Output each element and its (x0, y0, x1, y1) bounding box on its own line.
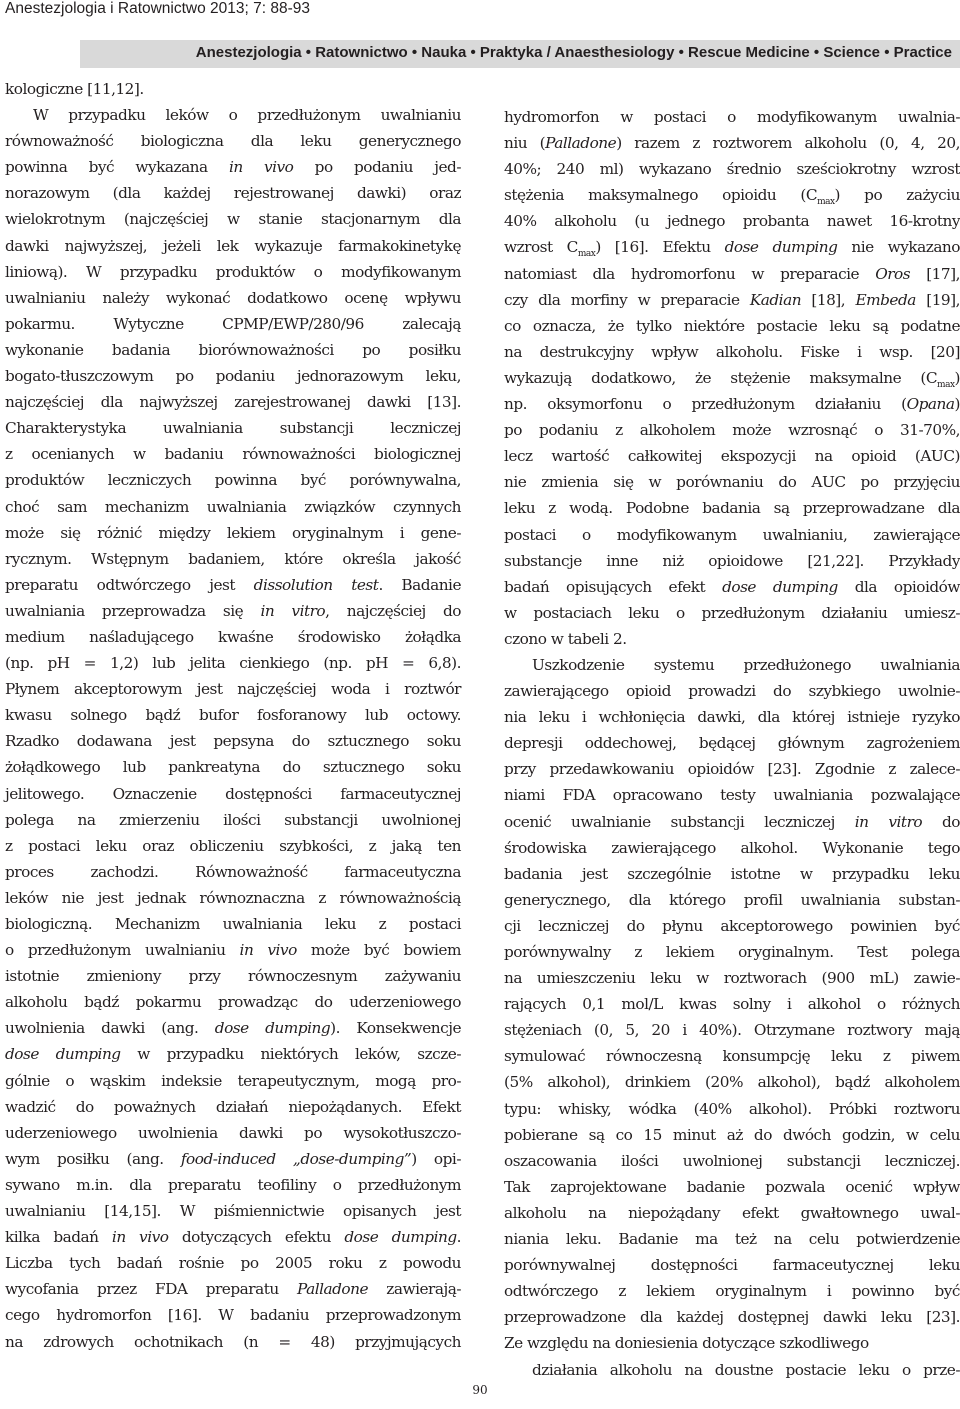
paragraph-line: na destrukcyjny wpływ alkoholu. Fiske i wsp. [20] (504, 342, 960, 361)
paragraph-line: najczęściej dla najwyższej zarejestrowanej dawki [13]. (5, 393, 461, 412)
paragraph-line: Ze względu na doniesienia dotyczące szkodliwego (504, 1334, 869, 1353)
paragraph-line: porównywalnej dostępności farmaceutycznej leku (504, 1256, 960, 1275)
paragraph-line: na umieszczeniu leku w roztworach (900 mL) zawie- (504, 969, 960, 988)
paragraph-line: gólnie o wąskim indeksie terapeutycznym, mogą pro- (5, 1071, 461, 1090)
paragraph-line: liniową). W przypadku produktów o modyfikowanym (5, 262, 461, 281)
paragraph-line: przy przedawkowaniu opioidów [23]. Zgodnie z zalece- (504, 760, 960, 779)
paragraph-line: istotnie zmieniony przy równoczesnym zażywaniu (5, 967, 461, 986)
paragraph-line: czy dla morfiny w preparacie Kadian [18], Embeda [19], (504, 290, 960, 309)
paragraph-line: alkoholu bądź pokarmu prowadząc do uderzeniowego (5, 993, 461, 1012)
paragraph-line: np. oksymorfonu o przedłużonym działaniu (Opana) (504, 395, 960, 414)
paragraph-line: (np. pH = 1,2) lub jelita cienkiego (np. pH = 6,8). (5, 654, 461, 673)
paragraph-line: niania leku. Badanie ma też na celu potwierdzenie (504, 1230, 960, 1249)
paragraph-line: uwolnienia dawki (ang. dose dumping). Konsekwencje (5, 1019, 462, 1038)
paragraph-line: alkoholu na niepożądany efekt gwałtownego uwal- (504, 1203, 960, 1222)
paragraph-line: na zdrowych ochotnikach (n = 48) przyjmujących (5, 1332, 461, 1351)
paragraph-line: kologiczne [11,12]. (5, 80, 144, 98)
paragraph-line: odtwórczego z lekiem oryginalnym i powinno być (504, 1282, 960, 1301)
paragraph-line: uderzeniowego uwolnienia dawki po wysokotłuszczo- (5, 1123, 461, 1142)
paragraph-line: 40%; 240 ml) wykazano średnio sześciokrotny wzrost (504, 160, 960, 179)
paragraph-line: uwalniania przeprowadza się in vitro, najczęściej do (5, 601, 461, 620)
paragraph-line: w postaciach leku o przedłużonym działaniu umiesz- (504, 603, 960, 622)
paragraph-line: niu (Palladone) razem z roztworem alkoholu (0, 4, 20, (504, 134, 960, 153)
paragraph-line: jelitowego. Oznaczenie dostępności farmaceutycznej (5, 784, 461, 803)
paragraph-line: co oznacza, że tylko niektóre postacie leku są podatne (504, 316, 960, 335)
paragraph-line: hydromorfon w postaci o modyfikowanym uwalnia- (504, 108, 960, 126)
paragraph-line: z postaci leku oraz obliczeniu szybkości, z jaką ten (5, 836, 461, 855)
paragraph-line: Uszkodzenie systemu przedłużonego uwalniania (532, 655, 960, 674)
paragraph-line: cego hydromorfon [16]. W badaniu przeprowadzonym (5, 1306, 461, 1325)
paragraph-line: leku z wodą. Podobne badania są przeprowadzane dla (504, 499, 960, 518)
paragraph-line: po podaniu z alkoholem może wzrosnąć o 31-70%, (504, 421, 960, 440)
paragraph-line: żołądkowego lub pankreatyna do sztucznego soku (5, 758, 461, 777)
paragraph-line: kilka badań in vivo dotyczących efektu dose dumping. (5, 1228, 461, 1247)
paragraph-line: lecz wartość całkowitej ekspozycji na opioid (AUC) (504, 447, 960, 466)
paragraph-line: 40% alkoholu (u jednego probanta nawet 16-krotny (504, 212, 960, 231)
paragraph-line: oszacowania ilości uwolnionej substancji leczniczej. (504, 1151, 960, 1170)
paragraph-line: z ocenianych w badaniu równoważności biologicznej (5, 445, 461, 464)
paragraph-line: W przypadku leków o przedłużonym uwalnianiu (33, 106, 461, 125)
paragraph-line: stężenia maksymalnego opioidu $(C_{max})$ po zażyciu (504, 186, 960, 208)
paragraph-line: wielokrotnym (najczęściej w stanie stacjonarnym dla (5, 210, 461, 229)
paragraph-line: nia leku i wchłonięcia dawki, dla której istnieje ryzyko (504, 708, 960, 727)
paragraph-line: Charakterystyka uwalniania substancji leczniczej (5, 419, 461, 438)
paragraph-line: typu: whisky, wódka (40% alkohol). Próbki roztworu (504, 1099, 960, 1118)
paragraph-line: Płynem akceptorowym jest najczęściej woda i roztwór (5, 680, 461, 699)
paragraph-line: leków nie jest jednak równoznaczna z równoważnością (5, 888, 461, 907)
paragraph-line: (5% alkohol), drinkiem (20% alkohol), bądź alkoholem (504, 1073, 960, 1092)
header-banner (80, 40, 960, 68)
paragraph-line: porównywalny z lekiem oryginalnym. Test polega (504, 943, 960, 961)
paragraph-line: uwalnianiu [14,15]. W piśmiennictwie opisanych jest (5, 1202, 461, 1221)
paragraph-line: działania alkoholu na doustne postacie leku o prze- (532, 1360, 960, 1379)
paragraph-line: zawierającego opioid prowadzi do szybkiego uwolnie- (504, 682, 960, 701)
paragraph-line: proces zachodzi. Równoważność farmaceutyczna (5, 862, 461, 881)
paragraph-line: bogato-tłuszczowym po podaniu jednorazowym leku, (5, 367, 461, 386)
paragraph-line: uwalnianiu należy wykonać dodatkowo ocenę wpływu (5, 288, 461, 307)
paragraph-line: powinna być wykazana in vivo po podaniu jed- (5, 158, 461, 177)
right-column (504, 104, 960, 1409)
paragraph-line: równoważność biologiczna dla leku generycznego (5, 132, 461, 151)
paragraph-line: sywano m.in. dla preparatu teofiliny o przedłużonym (5, 1175, 461, 1194)
paragraph-line: pokarmu. Wytyczne CPMP/EWP/280/96 zalecają (5, 314, 461, 333)
paragraph-line: symulować równoczesną konsumpcję leku z piwem (504, 1047, 960, 1066)
page-number: 90 (472, 1383, 488, 1397)
paragraph-line: produktów leczniczych powinna być porównywalna, (5, 471, 461, 490)
paragraph-line: badań opisujących efekt dose dumping dla opioidów (504, 577, 960, 596)
paragraph-line: depresji oddechowej, będącej głównym zagrożeniem (504, 734, 960, 753)
paragraph-line: czono w tabeli 2. (504, 629, 627, 648)
paragraph-line: postaci o modyfikowanym uwalnianiu, zawierające (504, 525, 960, 544)
paragraph-line: może się różnić między lekiem oryginalnym i gene- (5, 523, 461, 542)
paragraph-line: rycznym. Wstępnym badaniem, które określa jakość (5, 549, 461, 568)
paragraph-line: wykazują dodatkowo, że stężenie maksymalne $(C_{max})$ (504, 368, 960, 390)
paragraph-line: Liczba tych badań rośnie po 2005 roku z powodu (5, 1254, 461, 1273)
paragraph-line: o przedłużonym uwalnianiu in vivo może być bowiem (5, 941, 461, 960)
paragraph-line: rających 0,1 mol/L kwas solny i alkohol o różnych (504, 995, 960, 1014)
paragraph-line: niami FDA opracowano testy uwalniania pozwalające (504, 786, 960, 805)
paragraph-line: Rzadko dodawana jest pepsyna do sztucznego soku (5, 732, 461, 751)
paragraph-line: wycofania przez FDA preparatu Palladone zawierają- (5, 1280, 461, 1299)
paragraph-line: stężeniach (0, 5, 20 i 40%). Otrzymane roztwory mają (504, 1021, 960, 1040)
paragraph-line: Tak zaprojektowane badanie pozwala ocenić wpływ (504, 1177, 960, 1196)
paragraph-line: medium naśladującego kwaśne środowisko żołądka (5, 627, 461, 646)
paragraph-line: norazowym (dla każdej rejestrowanej dawki) oraz (5, 184, 461, 203)
paragraph-line: natomiast dla hydromorfonu w preparacie Oros [17], (504, 264, 960, 283)
paragraph-line: pobierane są co 15 minut aż do dwóch godzin, w celu (504, 1125, 960, 1144)
paragraph-line: środowiska zawierającego alkohol. Wykonanie tego (504, 838, 960, 857)
paragraph-line: preparatu odtwórczego jest dissolution test. Badanie (5, 575, 462, 594)
paragraph-line: wykonanie badania biorównoważności po posiłku (5, 340, 461, 359)
paragraph-line: dawki najwyższej, jeżeli lek wykazuje farmakokinetykę (5, 236, 461, 255)
paragraph-line: kwasu solnego bądź bufor fosforanowy lub octowy. (5, 706, 461, 725)
header-banner-text: Anestezjologia • Ratownictwo • Nauka • Praktyka / Anaesthesiology • Rescue Medicine • Science • Practice (195, 44, 952, 61)
paragraph-line: ocenić uwalnianie substancji leczniczej in vitro do (504, 812, 960, 831)
paragraph-line: wadzić do poważnych działań niepożądanych. Efekt (5, 1097, 461, 1116)
paragraph-line: przeprowadzone dla każdej dostępnej dawki leku [23]. (504, 1308, 960, 1327)
paragraph-line: wym posiłku (ang. food-induced „dose-dumping”) opi- (5, 1149, 461, 1168)
paragraph-line: badania jest szczególnie istotne w przypadku leku (504, 864, 960, 883)
paragraph-line: choć sam mechanizm uwalniania związków czynnych (5, 497, 461, 516)
journal-reference: Anestezjologia i Ratownictwo 2013; 7: 88-93 (5, 0, 311, 17)
paragraph-line: substancje inne niż opioidowe [21,22]. Przykłady (504, 551, 960, 570)
paragraph-line: wzrost $C_{max}$) [16]. Efektu dose dumping nie wykazano (504, 238, 960, 260)
paragraph-line: dose dumping w przypadku niektórych leków, szcze- (5, 1045, 461, 1064)
left-column (5, 76, 461, 1355)
paragraph-line: biologiczną. Mechanizm uwalniania leku z postaci (5, 915, 461, 933)
paragraph-line: nie zmienia się w porównaniu do AUC po przyjęciu (504, 473, 960, 492)
paragraph-line: generycznego, dla którego profil uwalniania substan- (504, 890, 960, 909)
paragraph-line: cji leczniczej do płynu akceptorowego powinien być (504, 916, 960, 935)
paragraph-line: polega na zmierzeniu ilości substancji uwolnionej (5, 810, 461, 829)
